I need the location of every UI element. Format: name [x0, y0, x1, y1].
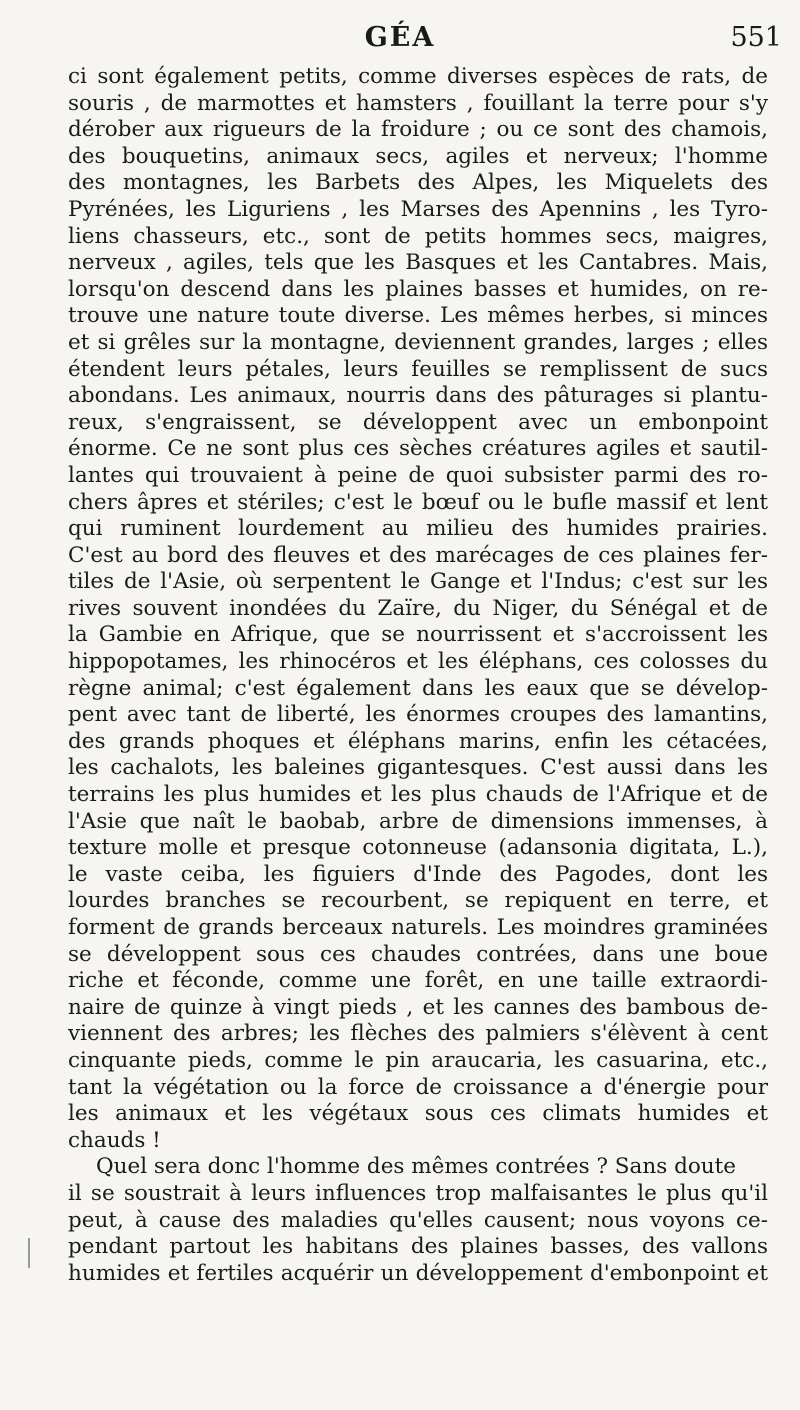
text-line: et si grêles sur la montagne, deviennent grandes, larges ; elles [68, 329, 768, 355]
text-line: naire de quinze à vingt pieds , et les cannes des bambous de- [68, 994, 768, 1020]
text-line: lourdes branches se recourbent, se repiquent en terre, et [68, 888, 768, 914]
text-line: pendant partout les habitans des plaines basses, des vallons [68, 1234, 768, 1260]
body-text [68, 64, 768, 1287]
text-line: les cachalots, les baleines gigantesques. C'est aussi dans les [68, 755, 768, 781]
text-line: tant la végétation ou la force de croissance a d'énergie pour [68, 1074, 768, 1100]
text-line: l'Asie que naît le baobab, arbre de dimensions immenses, à [68, 808, 768, 834]
text-line: énorme. Ce ne sont plus ces sèches créatures agiles et sautil- [68, 436, 768, 462]
text-line: hippopotames, les rhinocéros et les éléphans, ces colosses du [68, 649, 768, 675]
text-line: reux, s'engraissent, se développent avec un embonpoint [68, 409, 768, 435]
running-title: GÉA [364, 22, 436, 53]
gutter-mark [28, 1238, 30, 1268]
text-line: riche et féconde, comme une forêt, en une taille extraordi- [68, 968, 768, 994]
text-line: se développent sous ces chaudes contrées, dans une boue [68, 941, 768, 967]
text-line: Pyrénées, les Liguriens , les Marses des Apennins , les Tyro- [68, 196, 768, 222]
text-line: il se soustrait à leurs influences trop malfaisantes le plus qu'il [68, 1180, 768, 1206]
text-line: liens chasseurs, etc., sont de petits hommes secs, maigres, [68, 223, 768, 249]
text-line: lantes qui trouvaient à peine de quoi subsister parmi des ro- [68, 462, 768, 488]
text-line: terrains les plus humides et les plus chauds de l'Afrique et de [68, 782, 768, 808]
text-line: ci sont également petits, comme diverses espèces de rats, de [68, 64, 768, 89]
text-line: chers âpres et stériles; c'est le bœuf ou le bufle massif et lent [68, 489, 768, 515]
text-line: souris , de marmottes et hamsters , fouillant la terre pour s'y [68, 90, 768, 116]
text-line: règne animal; c'est également dans les eaux que se dévelop- [68, 675, 768, 701]
text-line: nerveux , agiles, tels que les Basques et les Cantabres. Mais, [68, 250, 768, 276]
text-line: texture molle et presque cotonneuse (adansonia digitata, L.), [68, 835, 768, 861]
text-line: viennent des arbres; les flèches des palmiers s'élèvent à cent [68, 1021, 768, 1047]
text-line: pent avec tant de liberté, les énormes croupes des lamantins, [68, 702, 768, 728]
text-line: des bouquetins, animaux secs, agiles et nerveux; l'homme [68, 143, 768, 169]
text-line: dérober aux rigueurs de la froidure ; ou ce sont des chamois, [68, 117, 768, 143]
text-line: peut, à cause des maladies qu'elles causent; nous voyons ce- [68, 1207, 768, 1233]
page-number: 551 [730, 22, 782, 53]
text-line: le vaste ceiba, les figuiers d'Inde des Pagodes, dont les [68, 861, 768, 887]
text-line: des montagnes, les Barbets des Alpes, les Miquelets des [68, 170, 768, 196]
text-line: abondans. Les animaux, nourris dans des pâturages si plantu- [68, 383, 768, 409]
text-line: chauds ! [68, 1127, 161, 1153]
text-line: lorsqu'on descend dans les plaines basses et humides, on re- [68, 276, 768, 302]
text-line: forment de grands berceaux naturels. Les moindres graminées [68, 915, 768, 940]
text-line: tiles de l'Asie, où serpentent le Gange et l'Indus; c'est sur les [68, 569, 768, 595]
text-line: les animaux et les végétaux sous ces climats humides et [68, 1101, 768, 1127]
text-line: qui ruminent lourdement au milieu des humides prairies. [68, 516, 768, 542]
text-line: Quel sera donc l'homme des mêmes contrées ? Sans doute [96, 1154, 736, 1180]
text-line: étendent leurs pétales, leurs feuilles se remplissent de sucs [68, 356, 768, 382]
text-line: humides et fertiles acquérir un développement d'embonpoint et [68, 1260, 768, 1286]
text-line: trouve une nature toute diverse. Les mêmes herbes, si minces [68, 303, 768, 329]
text-line: rives souvent inondées du Zaïre, du Niger, du Sénégal et de [68, 595, 768, 621]
text-line: des grands phoques et éléphans marins, enfin les cétacées, [68, 728, 768, 754]
text-line: cinquante pieds, comme le pin araucaria, les casuarina, etc., [68, 1047, 768, 1073]
text-line: la Gambie en Afrique, que se nourrissent et s'accroissent les [68, 622, 768, 648]
text-line: C'est au bord des fleuves et des marécages de ces plaines fer- [68, 542, 768, 568]
